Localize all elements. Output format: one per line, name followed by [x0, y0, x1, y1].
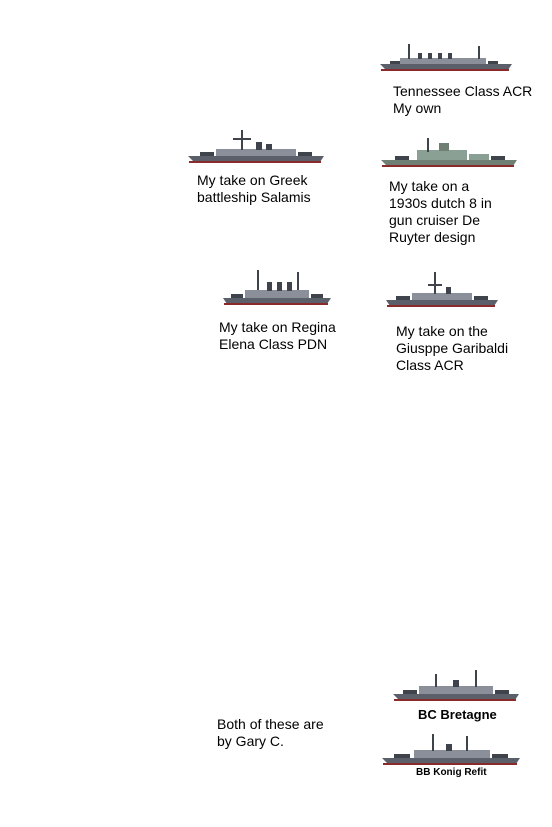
- salamis-ship-icon: [186, 128, 326, 166]
- bc-bretagne-caption: BC Bretagne: [418, 707, 497, 722]
- gary-caption: [217, 716, 324, 750]
- regina-elena-ship-icon: [221, 268, 333, 308]
- bc-bretagne-ship-icon: [391, 668, 521, 704]
- regina-elena-caption-line2: Elena Class PDN: [219, 336, 328, 352]
- bb-konig-refit-caption: BB Konig Refit: [416, 767, 487, 778]
- garibaldi-ship-icon: [384, 270, 500, 310]
- de-ruyter-caption-line3: gun cruiser De: [389, 212, 481, 228]
- bb-konig-refit-ship-icon: [380, 732, 522, 768]
- salamis-caption-line2: battleship Salamis: [197, 189, 311, 205]
- garibaldi-caption-line2: Giusppe Garibaldi: [396, 340, 509, 356]
- regina-elena-caption: [219, 319, 336, 353]
- salamis-caption: [197, 172, 311, 206]
- regina-elena-caption-line1: My take on Regina: [219, 319, 336, 335]
- garibaldi-caption-line1: My take on the: [396, 323, 488, 339]
- de-ruyter-caption-line4: Ruyter design: [389, 229, 476, 245]
- salamis-caption-line1: My take on Greek: [197, 172, 308, 188]
- tennessee-caption: [393, 83, 532, 117]
- gary-caption-line2: by Gary C.: [217, 733, 284, 749]
- garibaldi-caption: [396, 323, 508, 374]
- tennessee-acr-ship-icon: [378, 40, 516, 74]
- de-ruyter-caption-line1: My take on a: [389, 178, 470, 194]
- tennessee-caption-line1: Tennessee Class ACR: [393, 83, 533, 99]
- de-ruyter-caption: [389, 178, 492, 246]
- tennessee-caption-line2: My own: [393, 100, 442, 116]
- garibaldi-caption-line3: Class ACR: [396, 357, 464, 373]
- gary-caption-line1: Both of these are: [217, 716, 324, 732]
- de-ruyter-ship-icon: [379, 136, 519, 170]
- de-ruyter-caption-line2: 1930s dutch 8 in: [389, 195, 492, 211]
